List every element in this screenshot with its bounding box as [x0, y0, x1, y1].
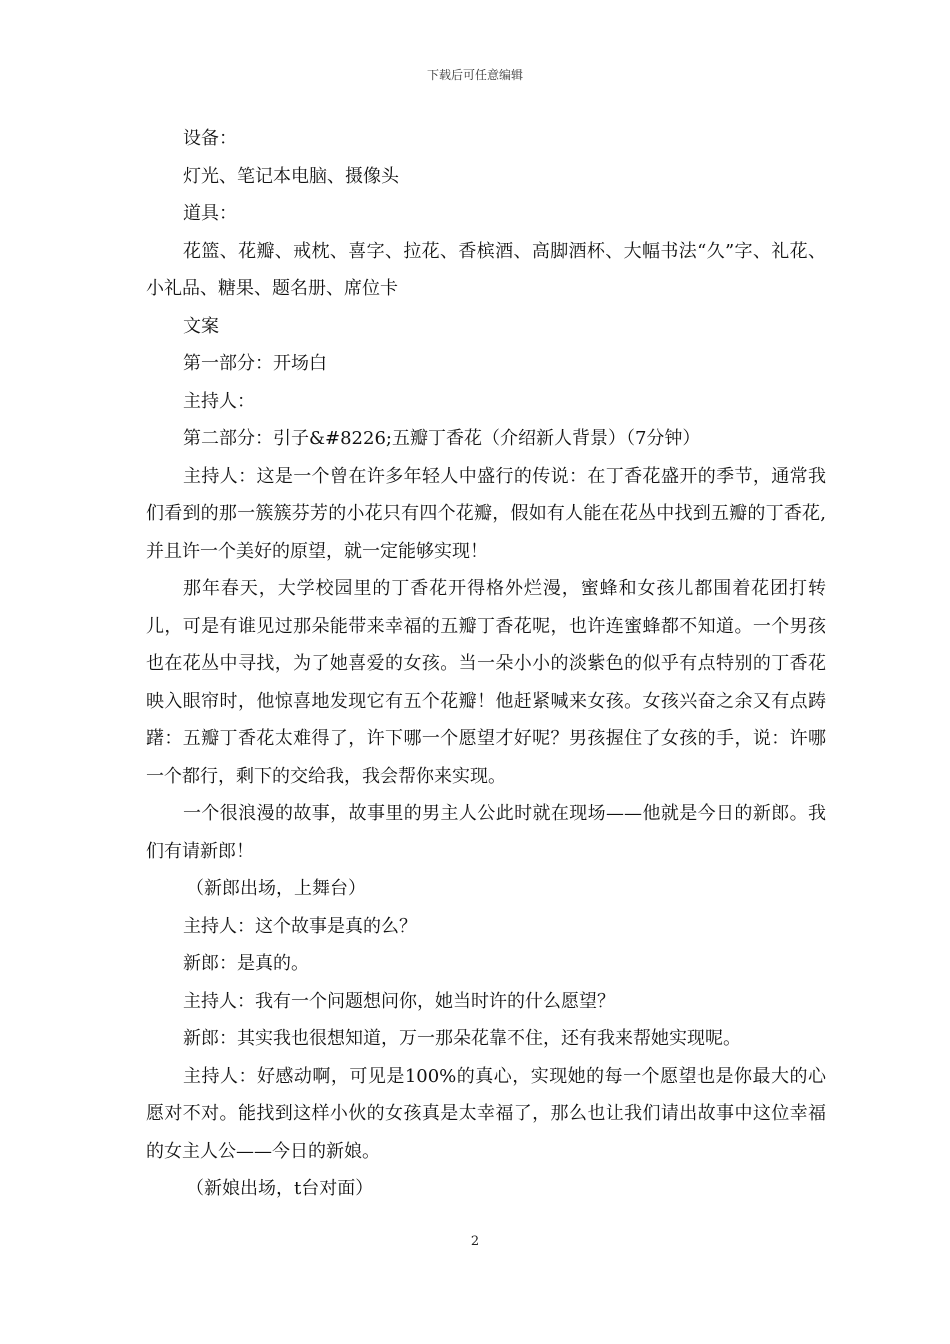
paragraph-story: 那年春天，大学校园里的丁香花开得格外烂漫，蜜蜂和女孩儿都围着花团打转儿，可是有谁见过那朵能带来幸福的五瓣丁香花呢，也许连蜜蜂都不知道。一个男孩也在花丛中寻找，为了她喜爱的女孩。当一朵小小的淡紫色的似乎有点特别的丁香花映入眼帘时，他惊喜地发现它有五个花瓣！他赶紧喊来女孩。女孩兴奋之余又有点踌躇：五瓣丁香花太难得了，许下哪一个愿望才好呢？男孩握住了女孩的手，说：许哪一个都行，剩下的交给我，我会帮你来实现。	[146, 578, 826, 787]
paragraph-groom-reply: 新郎：其实我也很想知道，万一那朵花靠不住，还有我来帮她实现呢。	[183, 1028, 741, 1049]
paragraph-host-ask-wish: 主持人：我有一个问题想问你，她当时许的什么愿望？	[183, 990, 615, 1012]
paragraph-groom-enters: （新郎出场，上舞台）	[186, 878, 366, 899]
paragraph-groom-answer: 新郎：是真的。	[183, 953, 309, 974]
page-number: 2	[470, 1234, 480, 1249]
paragraph-props-list: 花篮、花瓣、戒枕、喜字、拉花、香槟酒、高脚酒杯、大幅书法“久”字、礼花、小礼品、糖果、题名册、席位卡	[146, 240, 826, 299]
paragraph-host-question: 主持人：这个故事是真的么？	[183, 915, 417, 937]
paragraph-host-bride-intro: 主持人：好感动啊，可见是100%的真心，实现她的每一个愿望也是你最大的心愿对不对。能找到这样小伙的女孩真是太幸福了，那么也让我们请出故事中这位幸福的女主人公——今日的新娘。	[146, 1065, 826, 1162]
paragraph-script-heading: 文案	[183, 315, 219, 337]
paragraph-props-heading: 道具：	[183, 203, 237, 224]
paragraph-equipment-list: 灯光、笔记本电脑、摄像头	[183, 165, 399, 187]
paragraph-host-label: 主持人：	[183, 390, 255, 412]
paragraph-part-two: 第二部分：引子&#8226;五瓣丁香花（介绍新人背景）（7分钟）	[183, 428, 701, 449]
paragraph-legend: 主持人：这是一个曾在许多年轻人中盛行的传说：在丁香花盛开的季节，通常我们看到的那一簇簇芬芳的小花只有四个花瓣，假如有人能在花丛中找到五瓣的丁香花,并且许一个美好的原望，就一定能够实现！	[146, 465, 826, 562]
paragraph-bride-enters: （新娘出场，t台对面）	[186, 1178, 374, 1199]
paragraph-part-one: 第一部分：开场白	[183, 353, 327, 374]
paragraph-groom-intro: 一个很浪漫的故事，故事里的男主人公此时就在现场——他就是今日的新郎。我们有请新郎！	[146, 803, 826, 862]
document-body	[146, 120, 826, 1208]
page-header: 下载后可任意编辑	[426, 68, 523, 82]
paragraph-equipment-heading: 设备：	[183, 128, 237, 149]
